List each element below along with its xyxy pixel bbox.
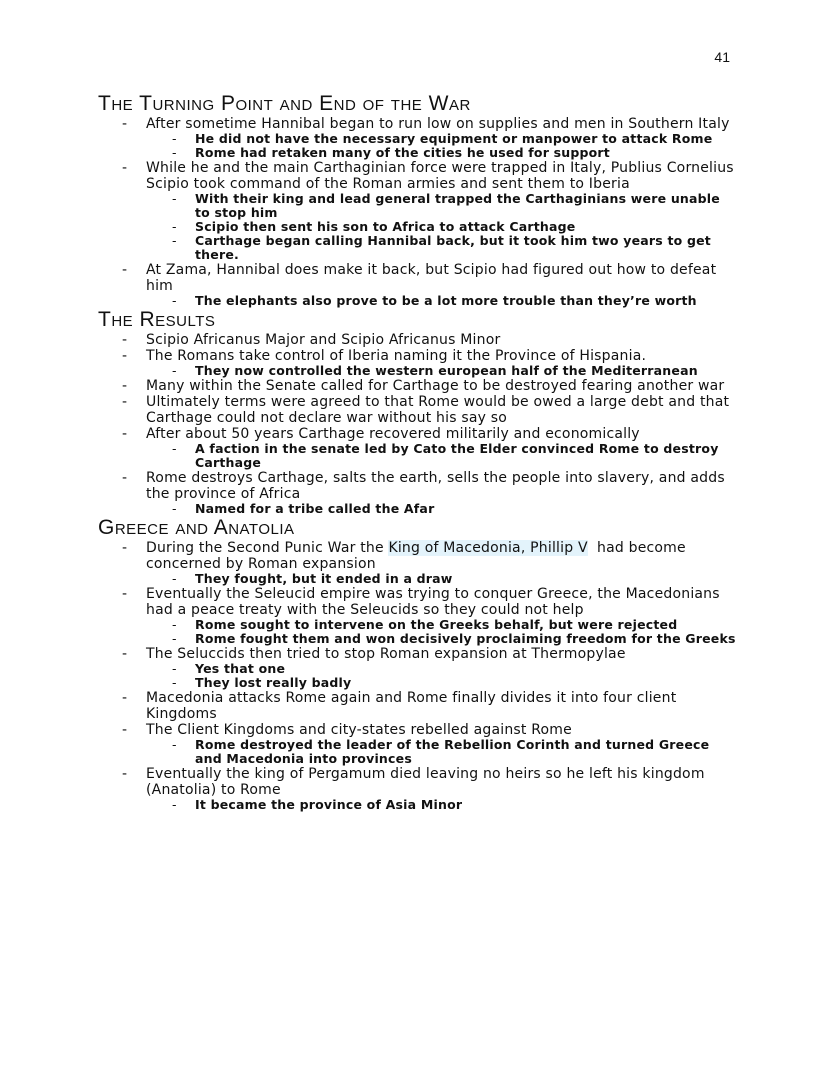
sub-list-item: - The elephants also prove to be a lot more trouble than they’re worth (195, 294, 738, 308)
sub-bullet-list (146, 364, 738, 378)
sub-list-item: - Rome fought them and won decisively proclaiming freedom for the Greeks (195, 632, 738, 646)
list-item (146, 722, 738, 766)
bullet-text: Eventually the king of Pergamum died leaving no heirs so he left his kingdom (Anatolia) to Rome (146, 766, 705, 798)
bullet-text: Ultimately terms were agreed to that Rome would be owed a large debt and that Carthage could not declare war without his say so (146, 394, 730, 426)
list-item (146, 470, 738, 516)
section-heading: Greece and Anatolia (98, 516, 295, 539)
sub-list-item: - Rome sought to intervene on the Greeks behalf, but were rejected (195, 618, 738, 632)
document-body (98, 92, 738, 812)
highlighted-text: King of Macedonia, Phillip V (388, 540, 588, 556)
bullet-text: At Zama, Hannibal does make it back, but Scipio had figured out how to defeat him (146, 262, 717, 294)
bullet-list (98, 332, 738, 516)
bullet-text: After sometime Hannibal began to run low on supplies and men in Southern Italy (146, 116, 730, 132)
list-item (146, 332, 738, 348)
sub-list-item: - Rome had retaken many of the cities he used for support (195, 146, 738, 160)
sub-bullet-list (146, 738, 738, 766)
sub-list-item: - They fought, but it ended in a draw (195, 572, 738, 586)
bullet-text: had become concerned by Roman expansion (146, 540, 691, 572)
list-item (146, 262, 738, 308)
page-number: 41 (714, 49, 730, 65)
bullet-text: After about 50 years Carthage recovered militarily and economically (146, 426, 640, 442)
section-heading: The Turning Point and End of the War (98, 92, 471, 115)
sub-list-item: - A faction in the senate led by Cato the Elder convinced Rome to destroy Carthage (195, 442, 738, 470)
list-item (146, 426, 738, 470)
bullet-text: While he and the main Carthaginian force were trapped in Italy, Publius Cornelius Scipio took command of the Roman armies and sent them to Iberia (146, 160, 734, 192)
bullet-list (98, 116, 738, 308)
sub-bullet-list (146, 662, 738, 690)
sub-list-item: - It became the province of Asia Minor (195, 798, 738, 812)
sub-list-item: - Scipio then sent his son to Africa to attack Carthage (195, 220, 738, 234)
sub-list-item: - Carthage began calling Hannibal back, but it took him two years to get there. (195, 234, 738, 262)
sub-bullet-list (146, 442, 738, 470)
bullet-text: Scipio Africanus Major and Scipio Africanus Minor (146, 332, 501, 348)
sub-bullet-list (146, 618, 738, 646)
sub-bullet-list (146, 572, 738, 586)
sub-list-item: - Yes that one (195, 662, 738, 676)
sub-list-item: - Named for a tribe called the Afar (195, 502, 738, 516)
list-item (146, 646, 738, 690)
list-item (146, 690, 738, 722)
sub-bullet-list (146, 502, 738, 516)
list-item (146, 116, 738, 160)
bullet-text: The Client Kingdoms and city-states rebelled against Rome (146, 722, 572, 738)
bullet-text: Rome destroys Carthage, salts the earth, sells the people into slavery, and adds the province of Africa (146, 470, 725, 502)
sub-list-item: - They now controlled the western european half of the Mediterranean (195, 364, 738, 378)
sub-list-item: - With their king and lead general trapped the Carthaginians were unable to stop him (195, 192, 738, 220)
sub-bullet-list (146, 798, 738, 812)
list-item (146, 540, 738, 586)
list-item (146, 586, 738, 646)
bullet-text: During the Second Punic War the (146, 540, 389, 556)
section-heading: The Results (98, 308, 216, 331)
bullet-text: Eventually the Seleucid empire was trying to conquer Greece, the Macedonians had a peace treaty with the Seleucids so they could not help (146, 586, 720, 618)
bullet-text: Many within the Senate called for Carthage to be destroyed fearing another war (146, 378, 725, 394)
sub-list-item: - He did not have the necessary equipment or manpower to attack Rome (195, 132, 738, 146)
list-item (146, 378, 738, 394)
list-item (146, 160, 738, 262)
sub-bullet-list (146, 294, 738, 308)
list-item (146, 394, 738, 426)
bullet-text: The Romans take control of Iberia naming it the Province of Hispania. (146, 348, 647, 364)
bullet-list (98, 540, 738, 812)
sub-list-item: - They lost really badly (195, 676, 738, 690)
sub-list-item: - Rome destroyed the leader of the Rebellion Corinth and turned Greece and Macedonia into provinces (195, 738, 738, 766)
list-item (146, 348, 738, 378)
bullet-text: The Seluccids then tried to stop Roman expansion at Thermopylae (146, 646, 626, 662)
sub-bullet-list (146, 132, 738, 160)
sub-bullet-list (146, 192, 738, 262)
list-item (146, 766, 738, 812)
bullet-text: Macedonia attacks Rome again and Rome finally divides it into four client Kingdoms (146, 690, 677, 722)
